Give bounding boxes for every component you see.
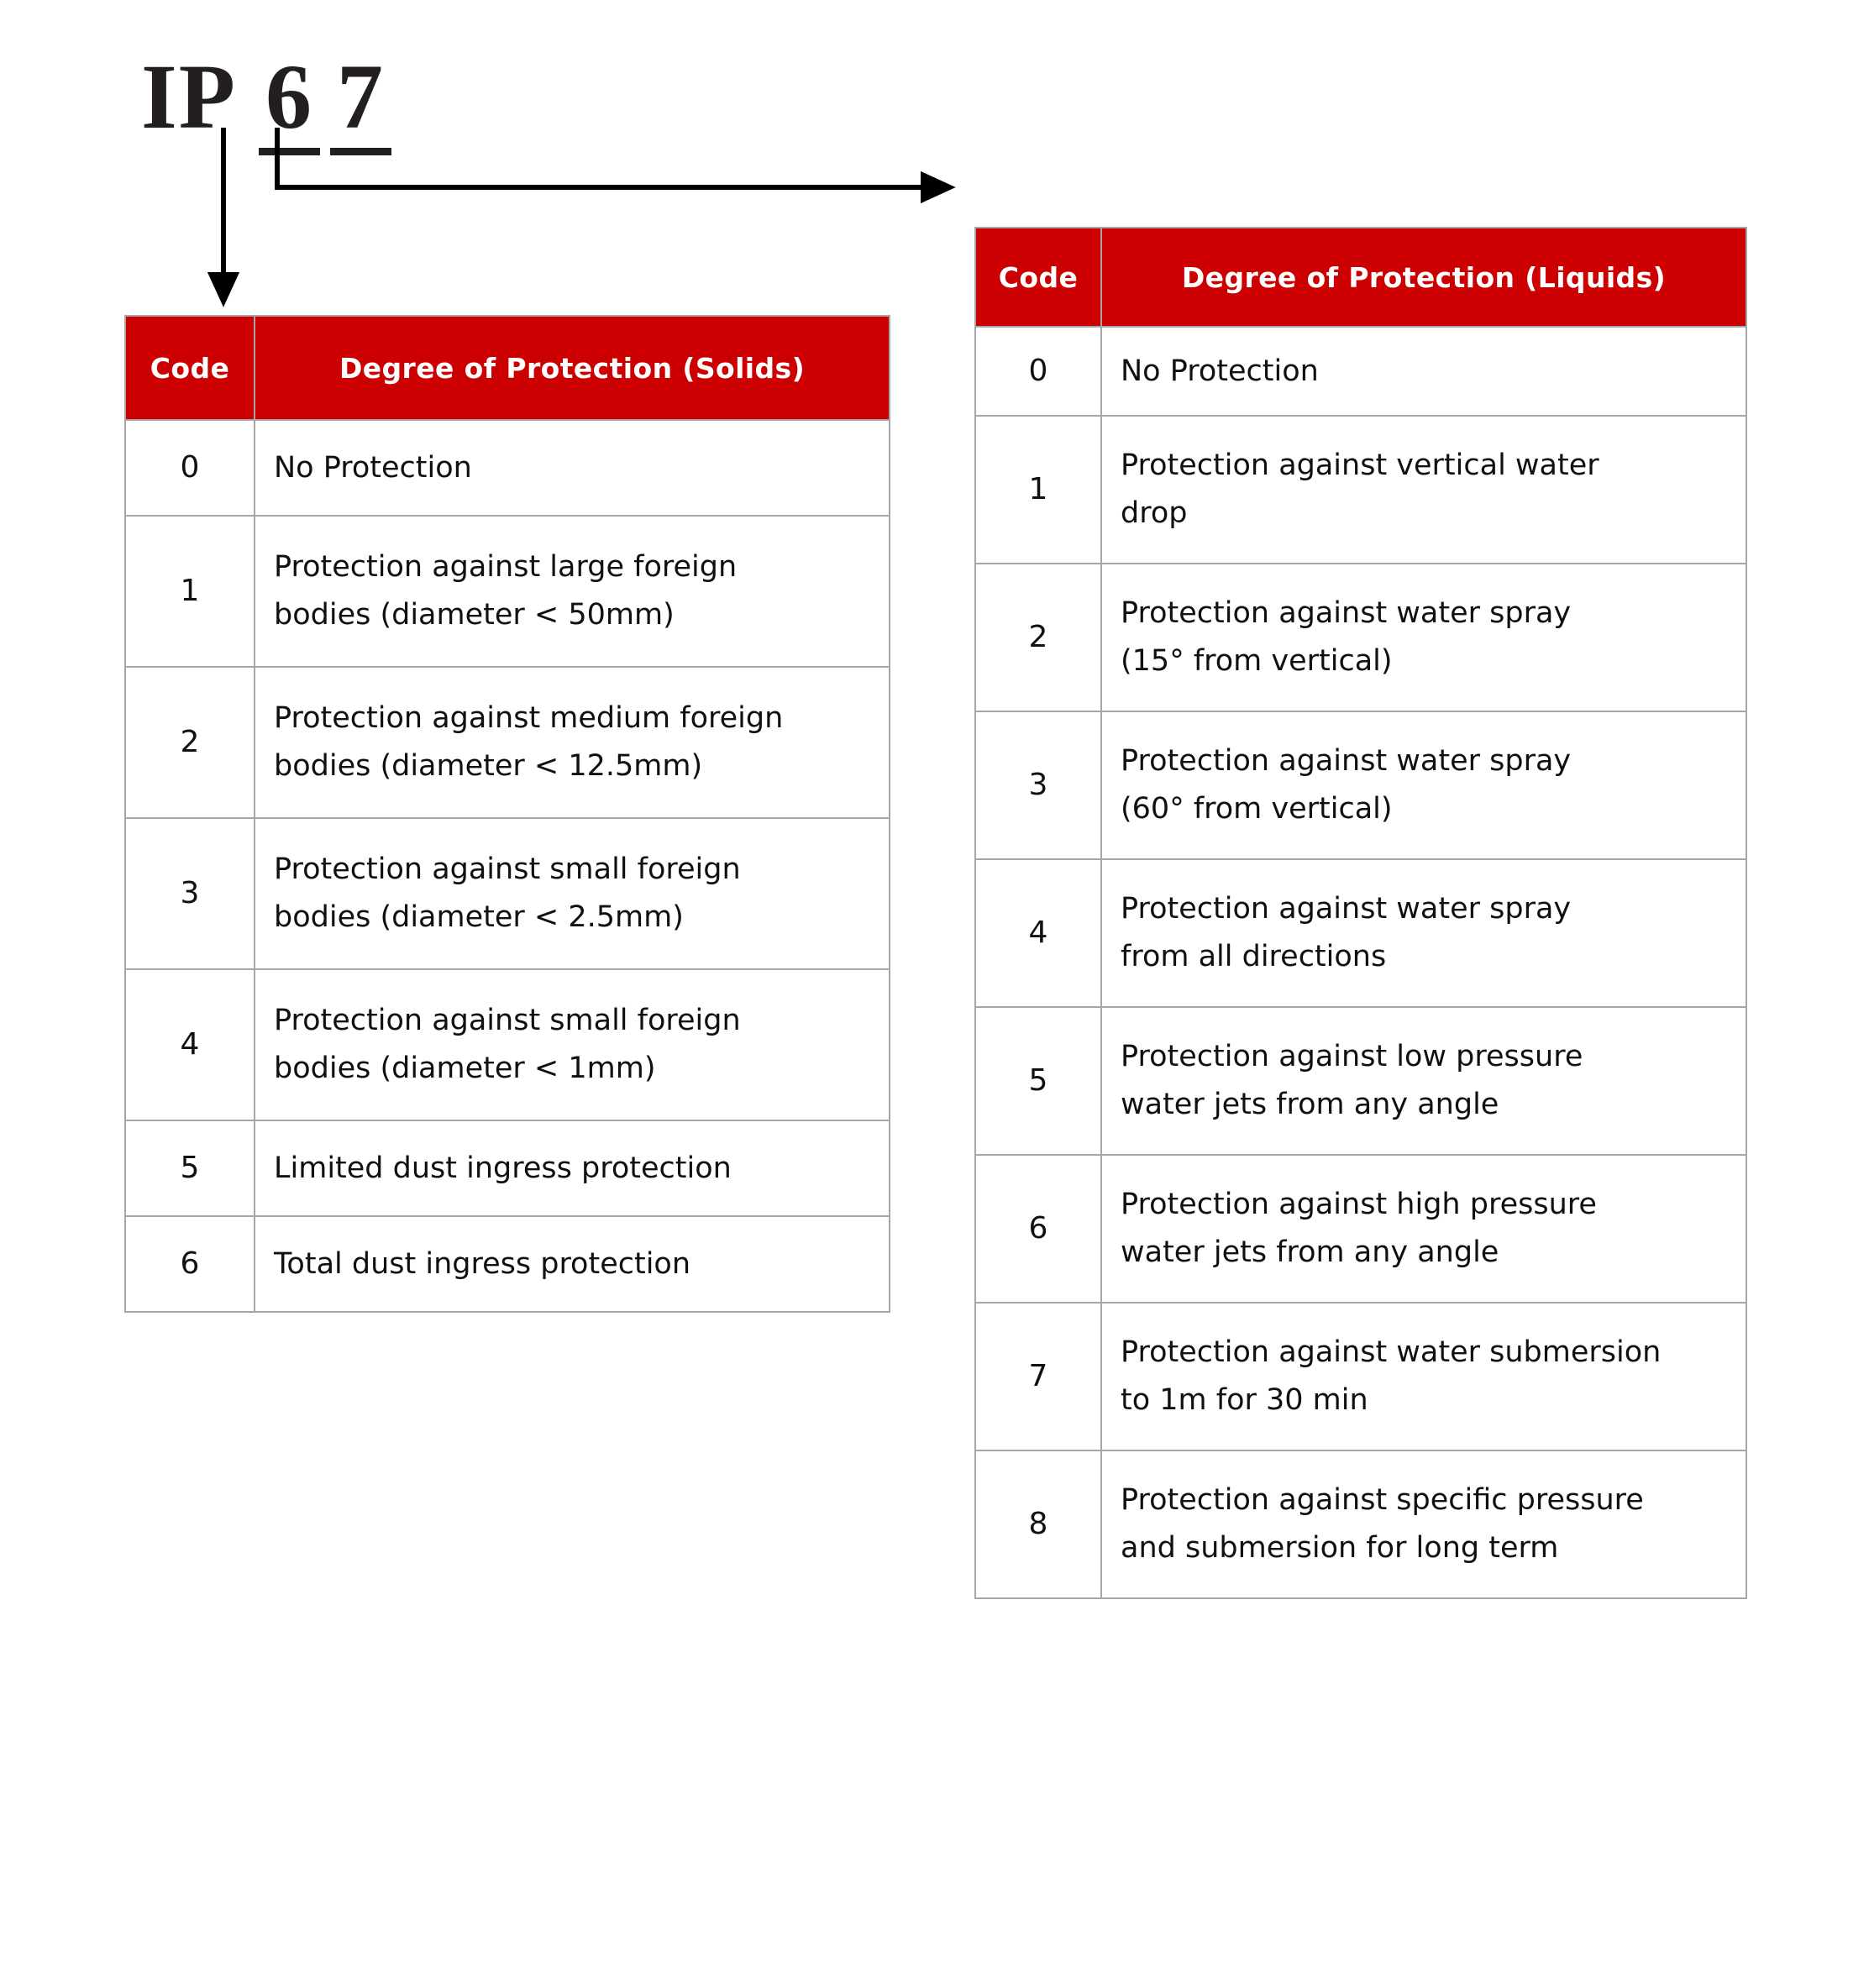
liquids-code-cell: 5 <box>975 1007 1101 1155</box>
description-line: Protection against water submersion <box>1121 1335 1662 1370</box>
table-row <box>975 327 1746 416</box>
description-line: bodies (diameter < 50mm) <box>274 598 675 632</box>
liquids-header-degree: Degree of Protection (Liquids) <box>1101 228 1746 327</box>
description-line: water jets from any angle <box>1121 1235 1499 1269</box>
liquids-description-cell <box>1101 711 1746 859</box>
description-line: Protection against small foreign <box>274 1004 741 1038</box>
solids-header-code: Code <box>125 316 255 420</box>
liquids-code-cell: 8 <box>975 1450 1101 1598</box>
description-line: Total dust ingress protection <box>274 1246 691 1281</box>
description-line: (60° from vertical) <box>1121 792 1393 826</box>
solids-code-cell: 5 <box>125 1120 255 1216</box>
liquids-code-cell: 3 <box>975 711 1101 859</box>
liquids-description-cell <box>1101 416 1746 564</box>
table-row <box>975 416 1746 564</box>
liquids-code-cell: 4 <box>975 859 1101 1007</box>
description-line: bodies (diameter < 12.5mm) <box>274 749 703 783</box>
solids-code-cell: 6 <box>125 1216 255 1312</box>
ip-prefix-label: IP <box>141 45 237 148</box>
description-line: Limited dust ingress protection <box>274 1151 732 1185</box>
solids-description-cell <box>255 1120 890 1216</box>
table-row <box>975 859 1746 1007</box>
liquids-code-cell: 2 <box>975 564 1101 711</box>
solids-description-cell <box>255 420 890 516</box>
liquids-protection-table <box>974 227 1747 1599</box>
table-row <box>125 516 890 667</box>
description-line: Protection against water spray <box>1121 744 1572 779</box>
liquids-header-code: Code <box>975 228 1101 327</box>
table-row <box>125 420 890 516</box>
ip-second-digit: 7 <box>330 50 391 155</box>
description-line: Protection against low pressure <box>1121 1040 1583 1074</box>
liquids-description-cell <box>1101 327 1746 416</box>
table-row <box>125 667 890 818</box>
table-row <box>125 969 890 1120</box>
liquids-description-cell <box>1101 1450 1746 1598</box>
description-line: Protection against water spray <box>1121 892 1572 926</box>
ip-first-digit: 6 <box>259 50 320 155</box>
table-row <box>975 1155 1746 1303</box>
table-row <box>975 564 1746 711</box>
solids-code-cell: 0 <box>125 420 255 516</box>
solids-description-cell <box>255 969 890 1120</box>
table-row <box>125 1120 890 1216</box>
description-line: to 1m for 30 min <box>1121 1383 1368 1417</box>
description-line: bodies (diameter < 1mm) <box>274 1052 656 1085</box>
solids-code-cell: 3 <box>125 818 255 969</box>
description-line: from all directions <box>1121 940 1387 973</box>
table-header-row <box>975 228 1746 327</box>
table-header-row <box>125 316 890 420</box>
liquids-code-cell: 7 <box>975 1303 1101 1450</box>
liquids-description-cell <box>1101 564 1746 711</box>
description-line: bodies (diameter < 2.5mm) <box>274 900 684 934</box>
liquids-code-cell: 1 <box>975 416 1101 564</box>
solids-code-cell: 1 <box>125 516 255 667</box>
description-line: Protection against small foreign <box>274 852 741 887</box>
description-line: Protection against specific pressure <box>1121 1483 1644 1518</box>
description-line: No Protection <box>1121 354 1319 388</box>
description-line: (15° from vertical) <box>1121 644 1393 678</box>
table-row <box>125 818 890 969</box>
description-line: Protection against water spray <box>1121 596 1572 631</box>
liquids-description-cell <box>1101 859 1746 1007</box>
solids-code-cell: 4 <box>125 969 255 1120</box>
solids-header-degree: Degree of Protection (Solids) <box>255 316 890 420</box>
ip-rating-title <box>141 45 402 155</box>
description-line: No Protection <box>274 450 472 485</box>
liquids-code-cell: 0 <box>975 327 1101 416</box>
description-line: Protection against high pressure <box>1121 1188 1597 1222</box>
liquids-code-cell: 6 <box>975 1155 1101 1303</box>
liquids-description-cell <box>1101 1155 1746 1303</box>
table-row <box>125 1216 890 1312</box>
solids-description-cell <box>255 818 890 969</box>
description-line: drop <box>1121 496 1188 530</box>
table-row <box>975 711 1746 859</box>
description-line: Protection against vertical water <box>1121 448 1599 483</box>
table-row <box>975 1450 1746 1598</box>
solids-description-cell <box>255 1216 890 1312</box>
liquids-description-cell <box>1101 1007 1746 1155</box>
table-row <box>975 1007 1746 1155</box>
liquids-description-cell <box>1101 1303 1746 1450</box>
table-row <box>975 1303 1746 1450</box>
solids-code-cell: 2 <box>125 667 255 818</box>
description-line: water jets from any angle <box>1121 1088 1499 1121</box>
description-line: Protection against medium foreign <box>274 701 784 736</box>
description-line: Protection against large foreign <box>274 550 738 585</box>
solids-protection-table <box>124 315 890 1313</box>
description-line: and submersion for long term <box>1121 1531 1559 1565</box>
solids-description-cell <box>255 667 890 818</box>
solids-description-cell <box>255 516 890 667</box>
